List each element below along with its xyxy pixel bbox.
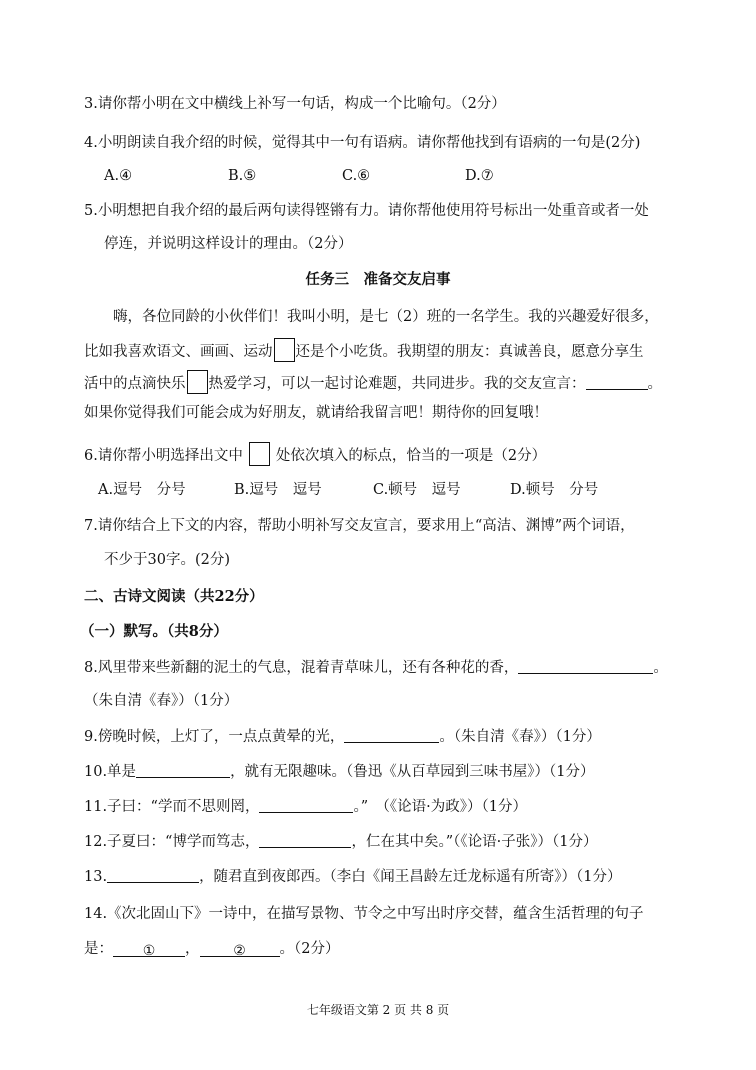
section-2-heading: 二、古诗文阅读（共22分） bbox=[84, 588, 264, 605]
question-text: 6.请你帮小明选择出文中 bbox=[84, 448, 243, 464]
answer-blank bbox=[259, 797, 353, 813]
q6-option-b: B.逗号 逗号 bbox=[234, 482, 322, 498]
question-text: 。（朱自清《春》）（1分） bbox=[439, 729, 601, 745]
question-text: 处依次填入的标点，恰当的一项是（2分） bbox=[275, 448, 547, 464]
question-text: 。” （《论语·为政》）（1分） bbox=[353, 799, 527, 815]
question-text: 10.单是 bbox=[84, 764, 137, 780]
question-text: 是： bbox=[84, 941, 113, 957]
question-4: 4.小明朗读自我介绍的时候，觉得其中一句有语病。请你帮他找到有语病的一句是(2分) bbox=[84, 135, 641, 151]
question-5-line2: 停连，并说明这样设计的理由。（2分） bbox=[104, 236, 353, 252]
task3-heading: 任务三 准备交友启事 bbox=[305, 271, 451, 288]
question-11 bbox=[84, 797, 527, 817]
question-12 bbox=[84, 832, 597, 852]
punctuation-box bbox=[274, 338, 295, 362]
question-text: 。（2分） bbox=[279, 941, 340, 957]
page-footer: 七年级语文第 2 页 共 8 页 bbox=[306, 1003, 450, 1017]
question-10 bbox=[84, 762, 595, 782]
paragraph-line1: 嗨，各位同龄的小伙伴们！我叫小明，是七（2）班的一名学生。我的兴趣爱好很多， bbox=[113, 309, 659, 325]
subsection-heading: （一）默写。（共8分） bbox=[80, 623, 228, 640]
answer-blank bbox=[136, 762, 230, 778]
question-14-line1: 14.《次北固山下》一诗中，在描写景物、节令之中写出时序交替，蕴含生活哲理的句子 bbox=[84, 906, 644, 922]
question-text: 12.子夏曰：“博学而笃志， bbox=[84, 834, 260, 850]
question-3: 3.请你帮小明在文中横线上补写一句话，构成一个比喻句。（2分） bbox=[84, 96, 506, 112]
answer-blank bbox=[107, 867, 199, 883]
paragraph-text: 活中的点滴快乐 bbox=[84, 376, 186, 392]
question-text: 。 bbox=[653, 660, 668, 676]
blank-marker-2: ② bbox=[233, 943, 246, 959]
punctuation-box bbox=[249, 442, 270, 466]
question-text: ，随君直到夜郎西。（李白《闻王昌龄左迁龙标遥有所寄》）（1分） bbox=[199, 869, 622, 885]
q6-option-d: D.顿号 分号 bbox=[510, 482, 599, 498]
question-text: ， bbox=[185, 941, 200, 957]
paragraph-text: 。 bbox=[647, 376, 662, 392]
q4-option-a: A.④ bbox=[104, 168, 133, 184]
answer-blank bbox=[259, 832, 351, 848]
q4-option-d: D.⑦ bbox=[465, 168, 494, 184]
blank-marker-1: ① bbox=[142, 943, 156, 959]
question-text: ，就有无限趣味。（鲁迅《从百草园到三味书屋》）（1分） bbox=[230, 764, 595, 780]
question-text: 11.子曰：“学而不思则罔， bbox=[84, 799, 260, 815]
question-8-source: （朱自清《春》）（1分） bbox=[84, 693, 239, 709]
question-6 bbox=[84, 442, 546, 466]
question-14-line2 bbox=[84, 939, 339, 959]
question-7-line2: 不少于30字。(2分) bbox=[104, 552, 230, 568]
answer-blank-2 bbox=[200, 941, 280, 957]
question-text: ，仁在其中矣。”（《论语·子张》）（1分） bbox=[351, 834, 598, 850]
question-5-line1: 5.小明想把自我介绍的最后两句读得铿锵有力。请你帮他使用符号标出一处重音或者一处 bbox=[84, 203, 649, 219]
paragraph-line3 bbox=[84, 370, 662, 394]
question-8 bbox=[84, 658, 668, 678]
question-text: 9.傍晚时候，上灯了，一点点黄晕的光， bbox=[84, 729, 345, 745]
q4-option-c: C.⑥ bbox=[342, 168, 371, 184]
question-text: 13. bbox=[84, 869, 108, 885]
answer-blank-1 bbox=[113, 941, 185, 957]
q4-option-b: B.⑤ bbox=[228, 168, 257, 184]
question-13 bbox=[84, 867, 622, 887]
question-9 bbox=[84, 727, 601, 747]
paragraph-text: 还是个小吃货。我期望的朋友：真诚善良，愿意分享生 bbox=[295, 344, 644, 360]
answer-blank bbox=[586, 374, 648, 390]
punctuation-box bbox=[187, 370, 208, 394]
question-text: 8.风里带来些新翻的泥土的气息，混着青草味儿，还有各种花的香， bbox=[84, 660, 519, 676]
paragraph-line4: 如果你觉得我们可能会成为好朋友，就请给我留言吧！期待你的回复哦！ bbox=[84, 405, 548, 421]
q6-option-c: C.顿号 逗号 bbox=[373, 482, 461, 498]
q6-option-a: A.逗号 分号 bbox=[98, 482, 186, 498]
paragraph-text: 比如我喜欢语文、画画、运动 bbox=[84, 344, 273, 360]
paragraph-line2 bbox=[84, 338, 644, 362]
answer-blank bbox=[344, 727, 439, 743]
answer-blank bbox=[518, 658, 653, 674]
paragraph-text: 热爱学习，可以一起讨论难题，共同进步。我的交友宣言： bbox=[208, 376, 586, 392]
question-7-line1: 7.请你结合上下文的内容，帮助小明补写交友宣言，要求用上“高洁、渊博”两个词语， bbox=[84, 518, 635, 534]
